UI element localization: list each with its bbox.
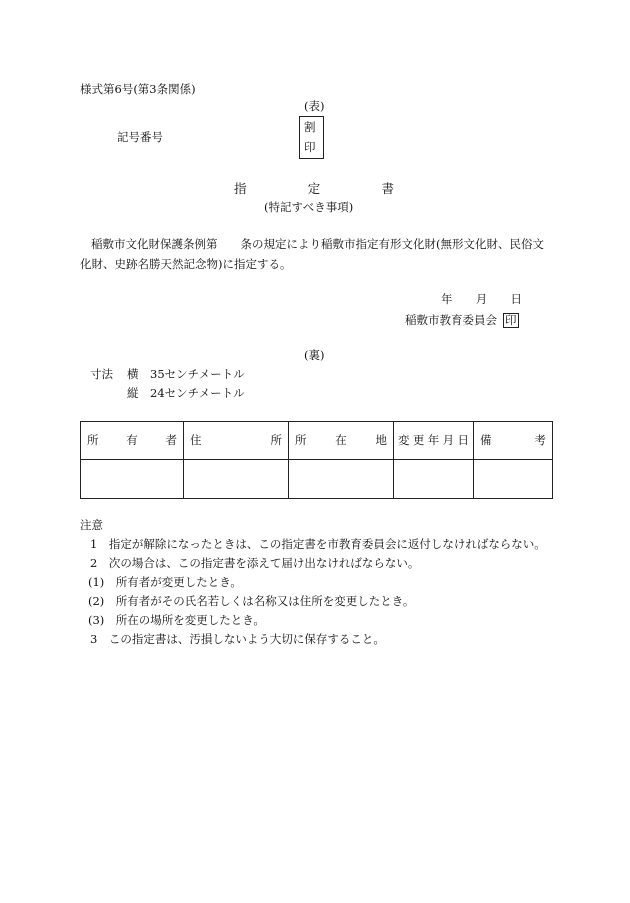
form-number: 様式第6号(第3条関係)	[80, 82, 196, 96]
title-char-1: 指	[234, 181, 247, 196]
header-change-date-char: 年	[427, 432, 440, 447]
header-location-char: 地	[375, 432, 387, 447]
body-text-line-2: 化財、史跡名勝天然記念物)に指定する。	[80, 257, 292, 271]
document-title	[234, 181, 394, 196]
header-change-date-char: 変	[398, 432, 410, 447]
header-location-char: 在	[335, 432, 347, 447]
header-owner-char: 有	[126, 432, 138, 447]
header-change-date	[394, 422, 474, 460]
front-side-label: (表)	[304, 99, 325, 113]
header-address	[184, 422, 289, 460]
header-change-date-char: 更	[412, 432, 425, 447]
document-subtitle: (特記すべき事項)	[264, 200, 354, 214]
dimension-vertical: 縦 24センチメートル	[127, 386, 245, 400]
note-subitem: (2) 所有者がその氏名若しくは名称又は住所を変更したとき。	[88, 594, 415, 608]
header-remarks-char: 備	[480, 432, 492, 447]
notes-heading: 注意	[80, 518, 103, 532]
header-remarks-char: 考	[534, 432, 546, 447]
note-item: 1 指定が解除になったときは、この指定書を市教育委員会に返付しなければならない。	[90, 537, 546, 551]
table-row	[81, 460, 553, 499]
dimension-horizontal: 横 35センチメートル	[127, 367, 245, 381]
owner-cell	[81, 460, 184, 499]
official-stamp-box: 印	[505, 313, 517, 327]
header-location	[289, 422, 394, 460]
header-remarks	[474, 422, 553, 460]
issuer-name: 稲敷市教育委員会	[405, 313, 497, 327]
header-owner-char: 所	[87, 432, 99, 447]
note-subitem: (1) 所有者が変更したとき。	[88, 575, 242, 589]
header-address-char: 所	[270, 432, 282, 447]
tally-seal-box	[299, 116, 324, 159]
date-line	[441, 293, 522, 307]
change-date-cell	[394, 460, 474, 499]
date-month: 月	[475, 292, 488, 306]
title-char-2: 定	[307, 181, 321, 196]
date-year: 年	[441, 292, 453, 306]
seal-char-2: 印	[304, 140, 316, 154]
header-change-date-char: 日	[457, 432, 469, 447]
remarks-cell	[474, 460, 553, 499]
note-item: 2 次の場合は、この指定書を添えて届け出なければならない。	[90, 556, 420, 570]
address-cell	[184, 460, 289, 499]
symbol-number-label: 記号番号	[117, 130, 163, 144]
table-header-row	[81, 422, 553, 460]
note-item: 3 この指定書は、汚損しないよう大切に保存すること。	[90, 632, 385, 646]
note-subitem: (3) 所在の場所を変更したとき。	[88, 613, 265, 627]
body-text-line-1: 稲敷市文化財保護条例第 条の規定により稲敷市指定有形文化財(無形文化財、民俗文	[91, 237, 544, 251]
seal-char-1: 割	[304, 120, 316, 134]
back-side-label: (裏)	[304, 348, 325, 362]
header-owner-char: 者	[165, 432, 177, 447]
title-char-3: 書	[381, 181, 394, 196]
owner-record-table	[80, 421, 553, 499]
header-owner	[81, 422, 184, 460]
location-cell	[289, 460, 394, 499]
date-day: 日	[510, 292, 522, 306]
header-change-date-char: 月	[442, 432, 455, 447]
dimensions-label: 寸法	[90, 367, 113, 381]
header-location-char: 所	[295, 432, 307, 447]
header-address-char: 住	[190, 432, 202, 447]
issuer-line	[405, 313, 519, 328]
